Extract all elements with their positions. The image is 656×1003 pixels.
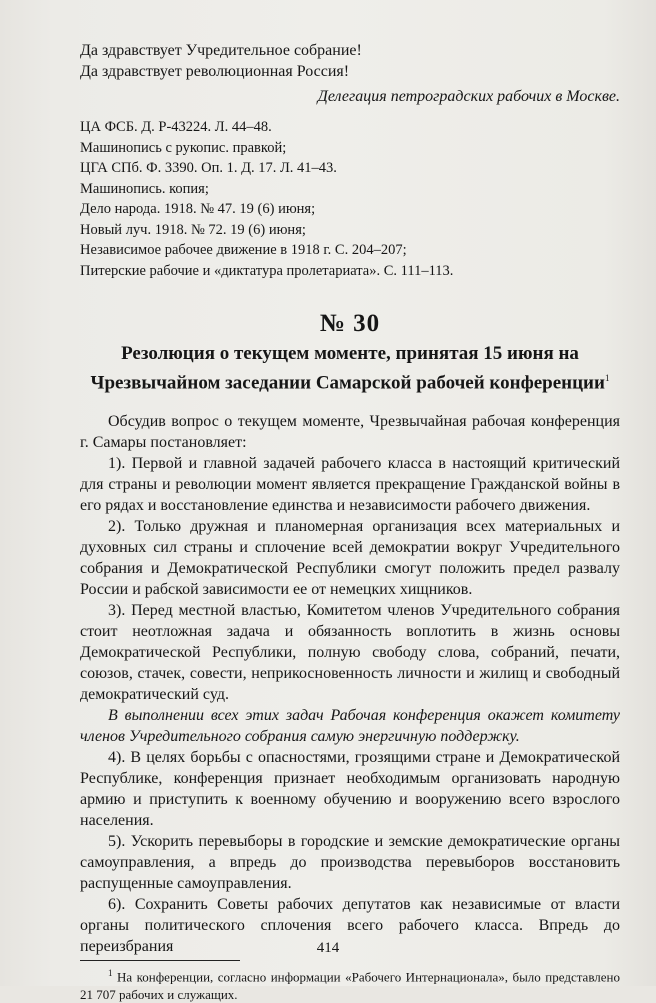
archive-references: [80, 117, 620, 281]
paragraph-intro: Обсудив вопрос о текущем моменте, Чрезвычайная рабочая конференция г. Самары постановляет:: [80, 413, 620, 452]
archive-ref: ЦА ФСБ. Д. Р-43224. Л. 44–48.: [80, 119, 272, 135]
archive-ref: Дело народа. 1918. № 47. 19 (6) июня;: [80, 201, 316, 217]
archive-ref: Машинопись с рукопис. правкой;: [80, 139, 287, 156]
paragraph-point-4: 4). В целях борьбы с опасностями, грозящими стране и Демократической Республике, конференция признает необходимым организовать народную армию и приступить к военному обучению и вооружению всего взрослого населения.: [80, 749, 620, 830]
signature: Делегация петроградских рабочих в Москве.: [317, 88, 620, 105]
page-number: 414: [316, 940, 340, 956]
footnote: [80, 965, 620, 1002]
document-heading: [80, 342, 620, 395]
heading-footnote-mark: 1: [604, 373, 610, 383]
footnote-divider: [80, 960, 240, 961]
opening-line-1: Да здравствует Учредительное собрание!: [80, 42, 362, 59]
archive-ref: Питерские рабочие и «диктатура пролетариата». С. 111–113.: [80, 262, 454, 279]
opening-line-2: Да здравствует революционная Россия!: [80, 63, 350, 80]
page-content: [80, 40, 620, 1003]
paragraph-point-1: 1). Первой и главной задачей рабочего класса в настоящий критический для страны и революции момент является прекращение Гражданской войны в его рядах и восстановление единства и независимости рабочего движения.: [80, 455, 620, 515]
footnote-text: На конференции, согласно информации «Рабочего Интернационала», было представлено 21 707 рабочих и служащих.: [80, 969, 621, 1002]
paragraph-point-5: 5). Ускорить перевыборы в городские и земские демократические органы самоуправления, а впредь до производства перевыборов восстановить распущенные самоуправления.: [80, 833, 620, 893]
archive-ref: Машинопись. копия;: [80, 180, 209, 197]
archive-ref: Новый луч. 1918. № 72. 19 (6) июня;: [80, 221, 306, 238]
archive-ref: Независимое рабочее движение в 1918 г. С. 204–207;: [80, 242, 407, 258]
paragraph-point-3: 3). Перед местной властью, Комитетом членов Учредительного собрания стоит неотложная задача и обязанность воплотить в жизнь основы Демократической Республики, полную свободу слова, собраний, печати, союзов, стачек, совести, неприкосновенность личности и жилищ и свободный демократический суд.: [80, 602, 620, 704]
paragraph-point-6: 6). Сохранить Советы рабочих депутатов как независимые от власти органы политического сплочения всего рабочего класса. Впредь до переизбрания: [80, 896, 620, 956]
archive-ref: ЦГА СПб. Ф. 3390. Оп. 1. Д. 17. Л. 41–43.: [80, 160, 337, 176]
footnote-mark: 1: [108, 968, 113, 979]
document-heading-text: Резолюция о текущем моменте, принятая 15 июня на Чрезвычайном заседании Самарской рабочей конференции: [90, 343, 605, 394]
paragraph-point-2: 2). Только дружная и планомерная организация всех материальных и духовных сил страны и сплочение всей демократии вокруг Учредительного собрания и Демократической Республики смогут положить предел развалу России и рабской зависимости ее от немецких хищников.: [80, 518, 620, 599]
paragraph-support: В выполнении всех этих задач Рабочая конференция окажет комитету членов Учредительного собрания самую энергичную поддержку.: [80, 707, 620, 746]
document-number: № 30: [319, 310, 381, 337]
